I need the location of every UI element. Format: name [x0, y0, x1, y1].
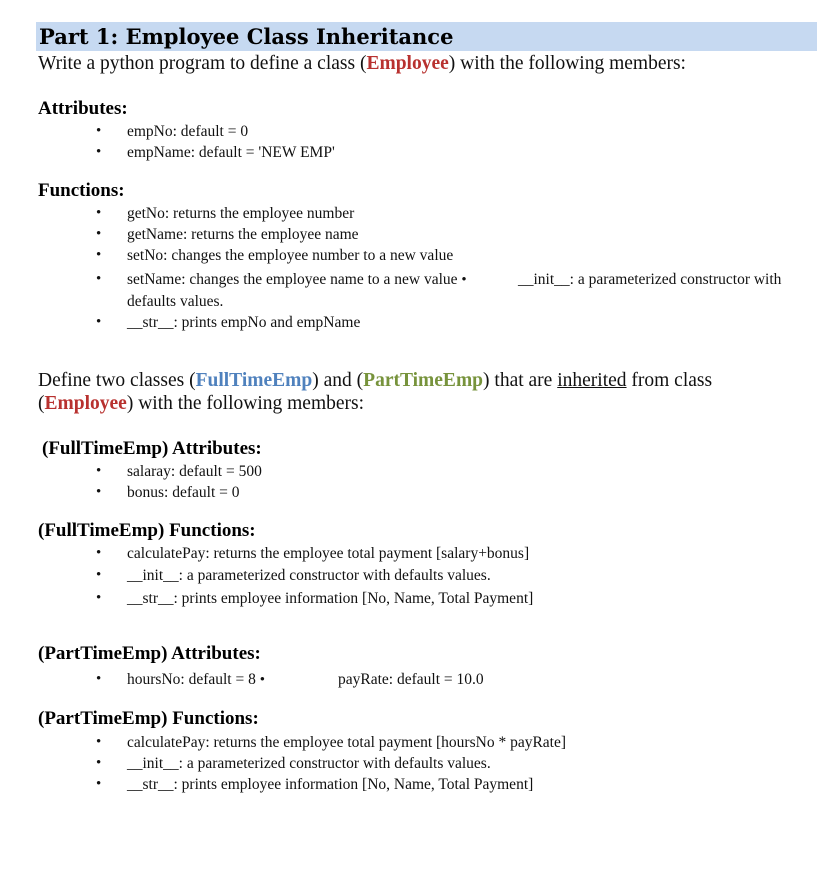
define-text: Define two classes ( [38, 370, 196, 391]
list-item: empName: default = 'NEW EMP' [127, 144, 335, 161]
list-item [127, 269, 467, 291]
fulltime-attributes-heading: (FullTimeEmp) Attributes: [42, 438, 262, 459]
bullet: • [96, 271, 102, 287]
bullet: • [96, 484, 102, 500]
define-text: ( [38, 393, 45, 414]
list-item: __str__: prints employee information [No, Name, Total Payment] [127, 776, 534, 793]
list-item: __str__: prints empNo and empName [127, 314, 361, 331]
list-item: __init__: a parameterized constructor with defaults values. [127, 567, 491, 584]
define-text: from class [626, 370, 713, 391]
bullet: • [96, 545, 102, 561]
intro-text-before: Write a python program to define a class ( [38, 53, 367, 74]
list-item: calculatePay: returns the employee total payment [salary+bonus] [127, 545, 530, 562]
list-item: payRate: default = 10.0 [338, 671, 484, 688]
bullet: • [96, 463, 102, 479]
employee-attributes-heading: Attributes: [38, 98, 128, 119]
list-item: __init__: a parameterized constructor with [518, 271, 782, 288]
list-item: __init__: a parameterized constructor with defaults values. [127, 755, 491, 772]
define-parttime-class: PartTimeEmp [363, 370, 484, 391]
list-item-continuation: defaults values. [127, 293, 224, 310]
page-title: Part 1: Employee Class Inheritance [39, 24, 454, 49]
bullet: • [96, 314, 102, 330]
inline-bullet: • [259, 672, 265, 688]
list-item: getNo: returns the employee number [127, 205, 355, 222]
bullet: • [96, 123, 102, 139]
intro-text-after: ) with the following members: [448, 53, 686, 74]
list-item: bonus: default = 0 [127, 484, 240, 501]
bullet: • [96, 567, 102, 583]
define-paragraph-line-1 [38, 369, 712, 392]
bullet: • [96, 226, 102, 242]
bullet: • [96, 144, 102, 160]
title-bar [36, 22, 817, 51]
fulltime-functions-heading: (FullTimeEmp) Functions: [38, 520, 256, 541]
bullet: • [96, 734, 102, 750]
bullet: • [96, 590, 102, 606]
define-inherited-word: inherited [557, 370, 627, 391]
define-employee-class: Employee [44, 393, 127, 414]
list-item [127, 669, 265, 691]
parttime-attributes-heading: (PartTimeEmp) Attributes: [38, 643, 261, 664]
employee-functions-heading: Functions: [38, 180, 125, 201]
define-text: ) with the following members: [126, 393, 365, 414]
list-item: salaray: default = 500 [127, 463, 262, 480]
define-text: ) and ( [312, 370, 364, 391]
intro-paragraph [38, 52, 686, 75]
bullet: • [96, 671, 102, 687]
list-item: setNo: changes the employee number to a new value [127, 247, 454, 264]
bullet: • [96, 755, 102, 771]
define-text: ) that are [483, 370, 558, 391]
bullet: • [96, 776, 102, 792]
list-item: getName: returns the employee name [127, 226, 359, 243]
define-fulltime-class: FullTimeEmp [195, 370, 313, 391]
intro-class-name: Employee [366, 53, 449, 74]
define-paragraph-line-2 [38, 392, 364, 415]
list-item: empNo: default = 0 [127, 123, 249, 140]
list-item-text: hoursNo: default = 8 [127, 671, 256, 688]
parttime-functions-heading: (PartTimeEmp) Functions: [38, 708, 259, 729]
bullet: • [96, 205, 102, 221]
list-item: __str__: prints employee information [No, Name, Total Payment] [127, 590, 534, 607]
bullet: • [96, 247, 102, 263]
list-item-text: setName: changes the employee name to a new value [127, 271, 458, 288]
inline-bullet: • [461, 272, 467, 288]
list-item: calculatePay: returns the employee total payment [hoursNo * payRate] [127, 734, 567, 751]
